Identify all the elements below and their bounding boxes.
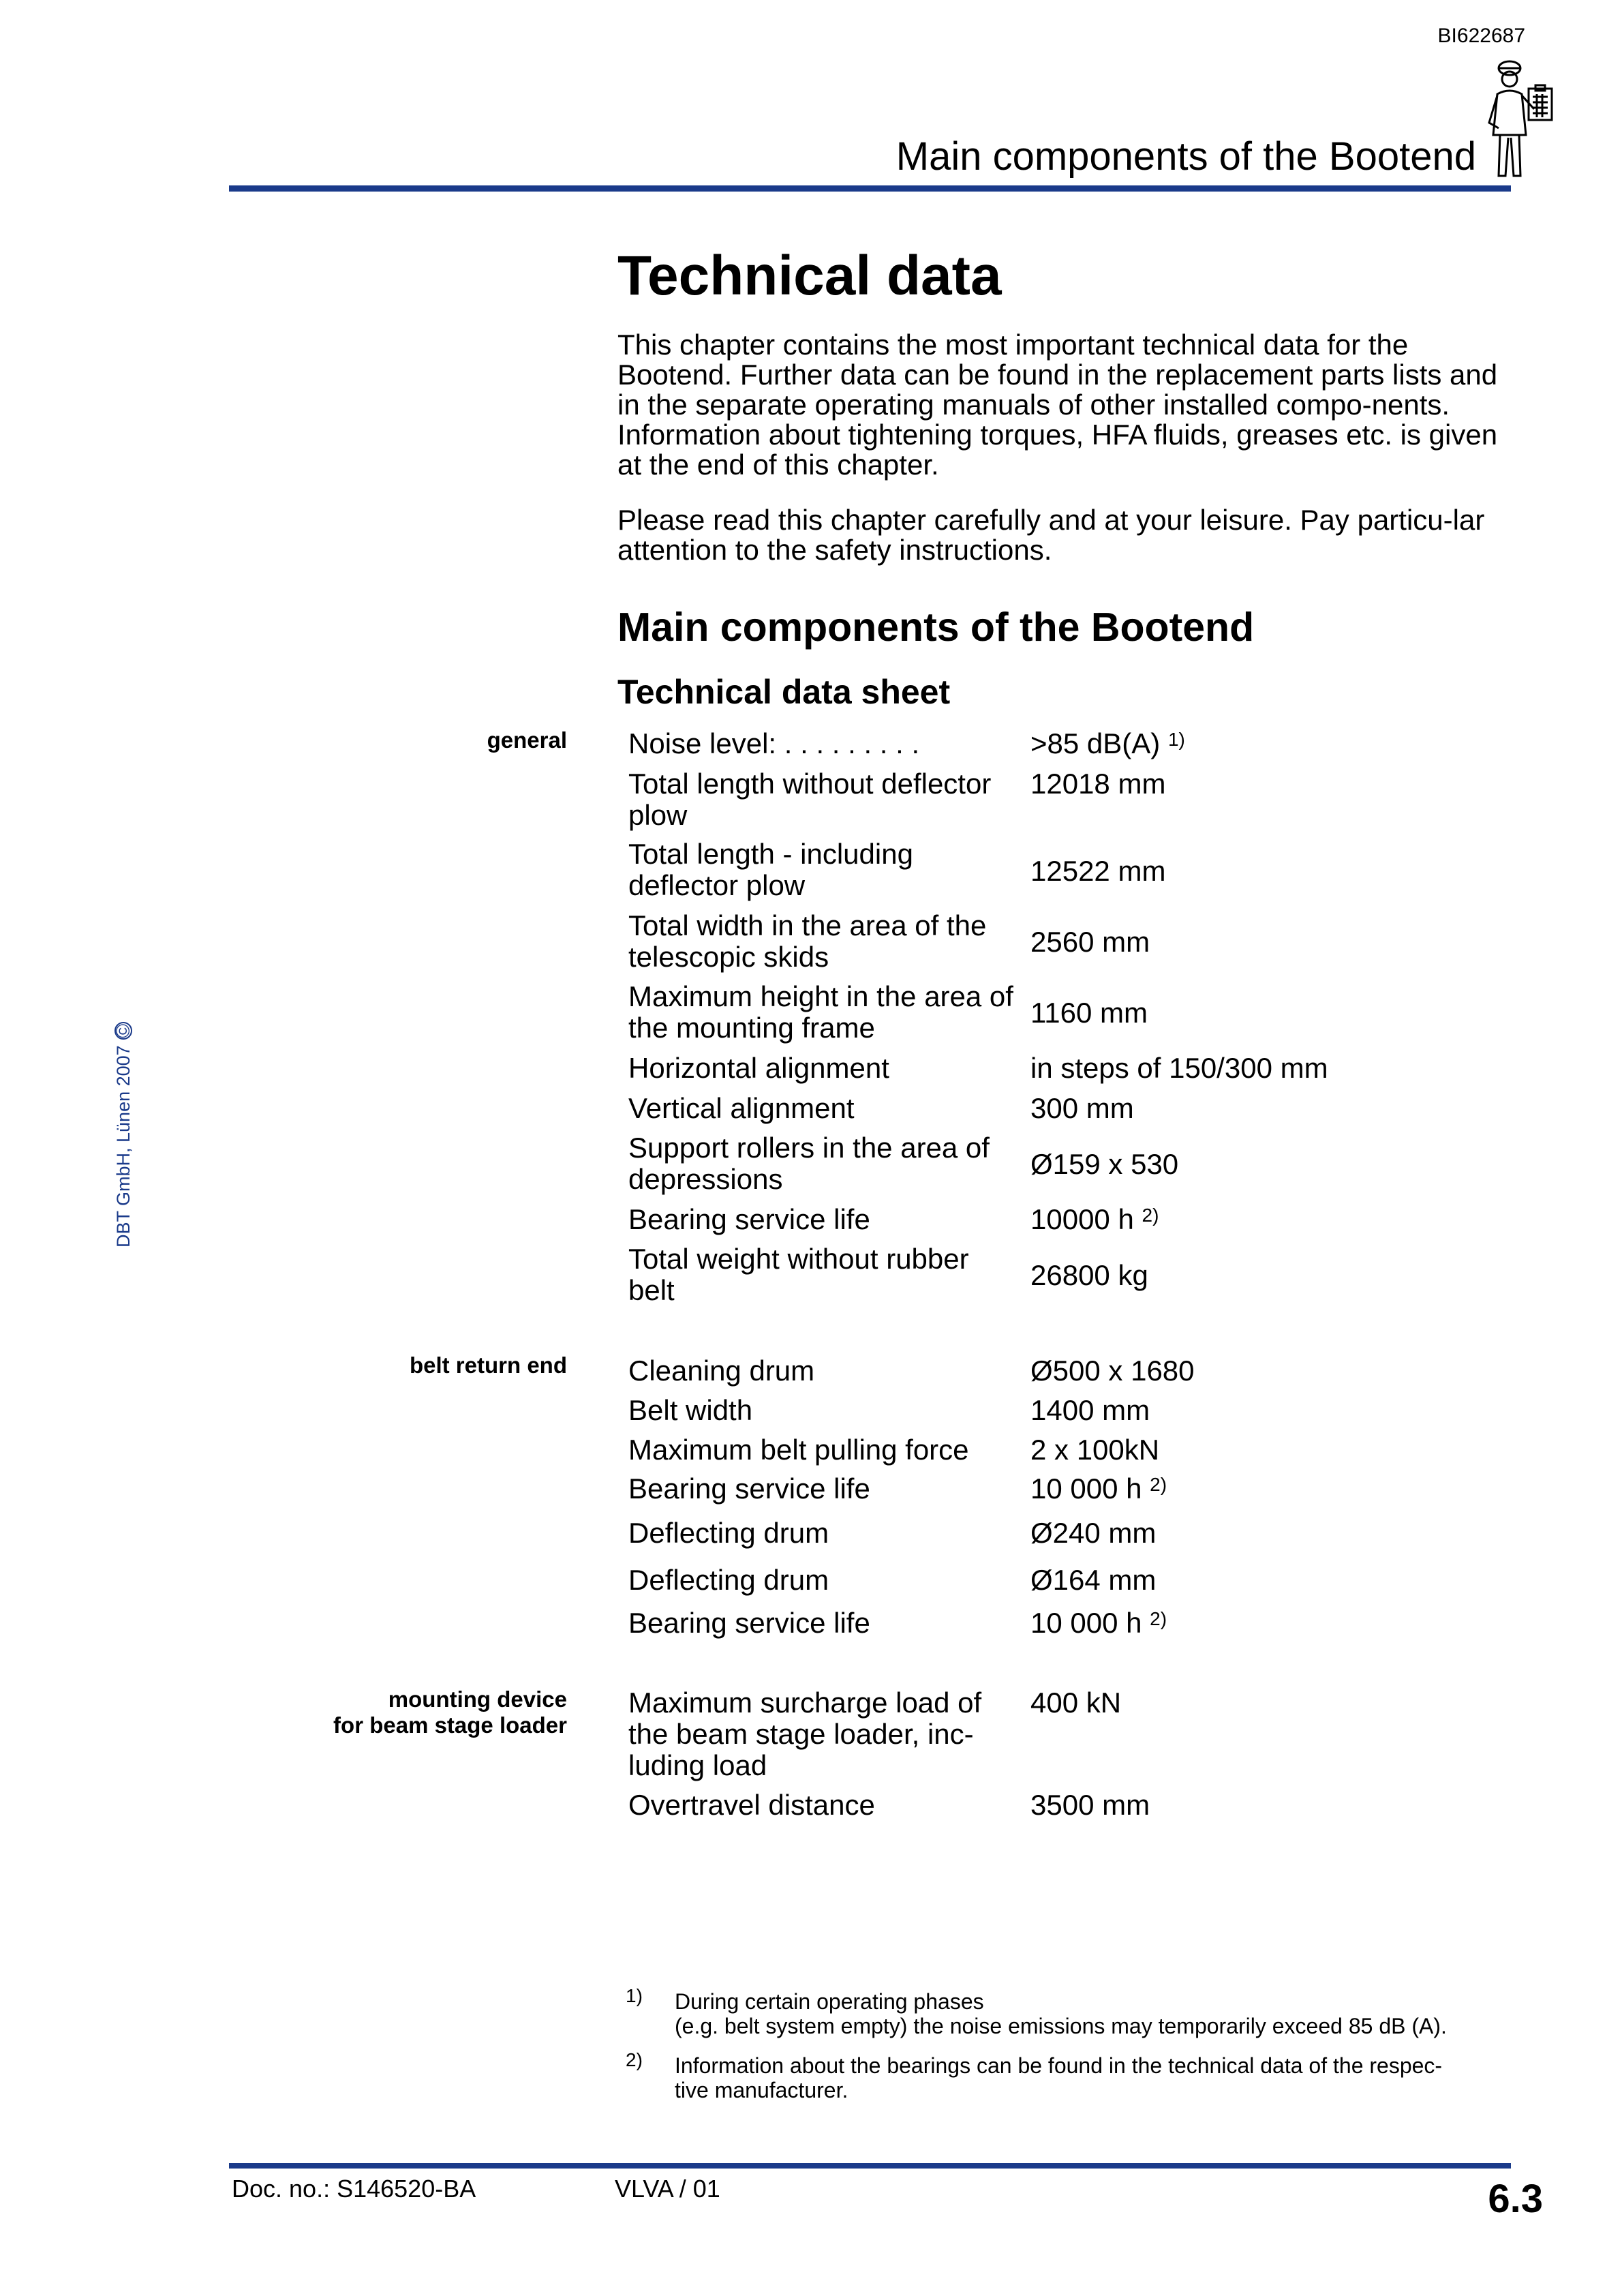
footnote-mark: 1) xyxy=(626,1985,643,2006)
value-text: 3500 mm xyxy=(1030,1789,1150,1821)
value-cell xyxy=(1030,997,1508,1029)
value-text: 1160 mm xyxy=(1030,997,1148,1029)
param-cell: Noise level: . . . . . . . . . xyxy=(628,727,920,759)
intro-paragraph: Please read this chapter carefully and at your leisure. Pay particu-lar attention to the safety instructions. xyxy=(617,504,1485,566)
param-cell: Deflecting drum xyxy=(628,1564,829,1596)
param-cell: Bearing service life xyxy=(628,1607,870,1639)
section-label-line: mounting device xyxy=(388,1687,567,1712)
section-heading: Main components of the Bootend xyxy=(617,605,1255,650)
value-cell xyxy=(1030,856,1508,887)
value-text: 2 x 100kN xyxy=(1030,1434,1160,1466)
param-cell: Bearing service life xyxy=(628,1203,870,1235)
param-cell: Maximum belt pulling force xyxy=(628,1434,969,1466)
footnote-line: During certain operating phases xyxy=(675,1989,984,2014)
value-text: 2560 mm xyxy=(1030,926,1150,958)
param-cell: Deflecting drum xyxy=(628,1517,829,1549)
value-text: Ø500 x 1680 xyxy=(1030,1355,1195,1387)
param-cell: Maximum height in the area of the mounting frame xyxy=(628,980,1013,1044)
param-cell: Cleaning drum xyxy=(628,1355,815,1387)
value-cell xyxy=(1030,728,1508,759)
value-cell xyxy=(1030,1355,1508,1387)
footnote-ref: 2) xyxy=(1150,1608,1167,1629)
value-text: 12018 mm xyxy=(1030,768,1166,800)
document-id: BI622687 xyxy=(1437,25,1525,47)
value-text: >85 dB(A) xyxy=(1030,727,1161,759)
value-cell xyxy=(1030,1607,1508,1639)
value-cell xyxy=(1030,1260,1508,1291)
copyright-icon: © xyxy=(114,1022,132,1040)
param-cell: Maximum surcharge load of the beam stage loader, inc-luding load xyxy=(628,1687,982,1781)
value-text: Ø240 mm xyxy=(1030,1517,1157,1549)
value-text: 10 000 h xyxy=(1030,1607,1142,1639)
param-cell: Total length without deflector plow xyxy=(628,768,992,831)
footer-rule xyxy=(229,2163,1511,2169)
value-cell xyxy=(1030,1093,1508,1124)
value-text: Ø164 mm xyxy=(1030,1564,1157,1596)
param-cell: Bearing service life xyxy=(628,1472,870,1505)
worker-with-clipboard-icon xyxy=(1482,53,1564,183)
param-cell: Belt width xyxy=(628,1394,753,1426)
value-cell xyxy=(1030,1204,1508,1235)
param-cell: Total width in the area of the telescopic skids xyxy=(628,909,987,973)
footnote-ref: 2) xyxy=(1142,1205,1159,1226)
footnote-text xyxy=(675,1989,1506,2038)
value-text: Ø159 x 530 xyxy=(1030,1148,1179,1180)
param-cell: Total weight without rubber belt xyxy=(628,1243,969,1306)
section-label-belt-return-end: belt return end xyxy=(409,1353,567,1378)
running-head: Main components of the Bootend xyxy=(896,134,1476,179)
value-cell xyxy=(1030,768,1508,800)
footer-version: VLVA / 01 xyxy=(615,2175,720,2203)
page-title: Technical data xyxy=(617,245,1002,307)
footnote-line: tive manufacturer. xyxy=(675,2078,848,2102)
subsection-heading: Technical data sheet xyxy=(617,673,951,711)
value-cell xyxy=(1030,926,1508,958)
value-text: 300 mm xyxy=(1030,1092,1134,1124)
header-rule xyxy=(229,185,1511,192)
param-cell: Total length - including deflector plow xyxy=(628,838,913,901)
param-cell: Overtravel distance xyxy=(628,1789,875,1821)
value-cell xyxy=(1030,1789,1508,1821)
page-number: 6.3 xyxy=(1488,2177,1543,2221)
value-cell xyxy=(1030,1149,1508,1180)
footnote-line: Information about the bearings can be found in the technical data of the respec- xyxy=(675,2053,1443,2078)
param-cell: Horizontal alignment xyxy=(628,1052,889,1084)
footnote-ref: 2) xyxy=(1150,1474,1167,1495)
value-text: 1400 mm xyxy=(1030,1394,1150,1426)
copyright-text: DBT GmbH, Lünen 2007 xyxy=(113,1045,134,1248)
value-cell xyxy=(1030,1687,1508,1719)
value-cell xyxy=(1030,1053,1508,1084)
intro-paragraph: This chapter contains the most important technical data for the Bootend. Further data can be found in the replacement parts lists and in the separate operating manuals of other installed compo-nents. Information about tightening torques, HFA fluids, greases etc. is given at the end of this chapter. xyxy=(617,329,1498,481)
value-text: 10000 h xyxy=(1030,1203,1134,1235)
section-label-general: general xyxy=(487,727,567,753)
copyright-note xyxy=(113,1022,134,1248)
value-cell xyxy=(1030,1434,1508,1466)
section-label-line: for beam stage loader xyxy=(333,1712,567,1738)
value-text: 10 000 h xyxy=(1030,1472,1142,1505)
value-text: 400 kN xyxy=(1030,1687,1122,1719)
param-cell: Vertical alignment xyxy=(628,1092,855,1124)
value-text: 12522 mm xyxy=(1030,855,1166,887)
param-cell: Support rollers in the area of depressions xyxy=(628,1132,990,1195)
footnote-mark: 2) xyxy=(626,2049,643,2070)
value-text: in steps of 150/300 mm xyxy=(1030,1052,1328,1084)
footnote-text xyxy=(675,2053,1506,2102)
value-cell xyxy=(1030,1395,1508,1426)
value-text: 26800 kg xyxy=(1030,1259,1148,1291)
footnote-ref: 1) xyxy=(1167,729,1185,750)
value-cell xyxy=(1030,1473,1508,1505)
footnote-line: (e.g. belt system empty) the noise emissions may temporarily exceed 85 dB (A). xyxy=(675,2014,1447,2038)
footer-doc-number: Doc. no.: S146520-BA xyxy=(232,2175,476,2203)
value-cell xyxy=(1030,1517,1508,1549)
section-label-mounting-device xyxy=(333,1687,567,1738)
value-cell xyxy=(1030,1565,1508,1596)
